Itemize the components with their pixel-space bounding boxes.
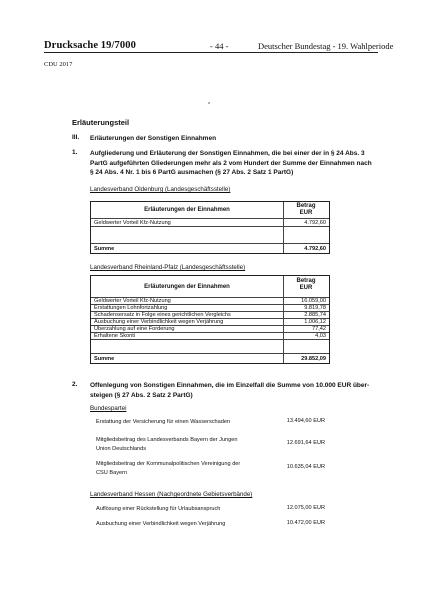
column-header-amount-line2: EUR bbox=[299, 210, 313, 216]
institution-header: Deutscher Bundestag - 19. Wahlperiode bbox=[258, 41, 394, 51]
income-entry-amount: 12.075,00 EUR bbox=[286, 505, 325, 511]
section-title: Erläuterungsteil bbox=[72, 118, 130, 127]
income-entry-amount: 13.494,60 EUR bbox=[286, 418, 325, 424]
entry-line: Auflösung einer Rückstellung für Urlaubsanspruch bbox=[96, 506, 221, 512]
party-label: CDU 2017 bbox=[44, 61, 73, 68]
sum-row bbox=[91, 353, 329, 364]
org-heading: Bundespartei bbox=[90, 405, 127, 412]
row-amount: 16.059,00 bbox=[301, 297, 326, 304]
sum-amount: 4.792,60 bbox=[304, 245, 326, 252]
item-1-heading bbox=[90, 149, 372, 178]
sum-label: Summe bbox=[94, 355, 115, 362]
column-header-amount bbox=[283, 203, 329, 217]
item-number: 1. bbox=[72, 149, 78, 156]
row-label: Geldwerter Vorteil Kfz-Nutzung bbox=[94, 297, 171, 304]
table-spacer-row bbox=[91, 226, 329, 244]
entry-line: Mitgliedsbeitrag der Kommunalpolitischen Vereinigung der bbox=[96, 461, 241, 467]
row-label: Erstattungen Lohnfortzahlung bbox=[94, 304, 168, 311]
sum-row bbox=[91, 243, 329, 254]
item-1-line: PartG aufgeführten Gliederungen mehr als 2 vom Hundert der Summe der Einnahmen nach bbox=[90, 159, 372, 167]
item-2-line: steigen (§ 27 Abs. 2 Satz 2 PartG) bbox=[90, 391, 193, 399]
item-2-heading bbox=[90, 381, 369, 400]
row-amount: 2.885,74 bbox=[304, 311, 326, 318]
income-entry-amount: 10.635,04 EUR bbox=[286, 464, 325, 470]
income-entry-label bbox=[96, 418, 281, 427]
item-1-line: § 24 Abs. 4 Nr. 1 bis 6 PartG ausmachen (§ 27 Abs. 2 Satz 1 PartG) bbox=[90, 169, 294, 176]
row-label: Geldwerter Vorteil Kfz-Nutzung bbox=[94, 220, 171, 226]
income-entry-label bbox=[96, 505, 281, 514]
scan-speck bbox=[208, 102, 210, 104]
income-entry-label bbox=[96, 520, 281, 529]
income-table bbox=[90, 201, 330, 254]
org-heading: Landesverband Oldenburg (Landesgeschäftsstelle) bbox=[90, 186, 231, 193]
entry-line: Erstattung der Versicherung für einen Wasserschaden bbox=[96, 419, 231, 425]
page-number: - 44 - bbox=[210, 41, 229, 51]
entry-line: CSU Bayern bbox=[96, 469, 128, 476]
section-number: III. bbox=[72, 134, 80, 141]
income-entry-label bbox=[96, 436, 281, 453]
column-header-amount-line1: Betrag bbox=[296, 203, 316, 209]
column-header-amount-line2: EUR bbox=[299, 285, 313, 291]
document-number: Drucksache 19/7000 bbox=[44, 40, 136, 51]
table-spacer-row bbox=[91, 339, 329, 354]
column-header-label: Erläuterungen der Einnahmen bbox=[144, 284, 230, 290]
row-label: Überzahlung auf eine Forderung bbox=[94, 325, 175, 332]
row-amount: 9.819,78 bbox=[304, 304, 326, 311]
income-entry-amount: 10.472,00 EUR bbox=[286, 520, 325, 526]
row-amount: 1.006,12 bbox=[304, 318, 326, 325]
item-1-line: Aufgliederung und Erläuterung der Sonstigen Einnahmen, die bei einer der in § 24 Abs. 3 bbox=[90, 150, 365, 157]
row-label: Erhaltene Skonti bbox=[94, 332, 136, 339]
section-heading: Erläuterungen der Sonstigen Einnahmen bbox=[90, 135, 217, 142]
sum-label: Summe bbox=[94, 245, 115, 252]
sum-amount: 29.852,09 bbox=[301, 355, 326, 362]
org-heading: Landesverband Hessen (Nachgeordnete Gebietsverbände) bbox=[90, 491, 253, 498]
entry-line: Ausbuchung einer Verbindlichkeit wegen Verjährung bbox=[96, 521, 226, 527]
column-header-amount-line1: Betrag bbox=[296, 278, 316, 284]
entry-line: Mitgliedsbeitrag des Landesverbands Bayern der Jungen bbox=[96, 437, 238, 443]
org-heading: Landesverband Rheinland-Pfalz (Landesgeschäftsstelle) bbox=[90, 264, 246, 271]
row-amount: 4,03 bbox=[315, 332, 326, 339]
row-label: Ausbuchung einer Verbindlichkeit wegen Verjährung bbox=[94, 318, 224, 325]
entry-line: Union Deutschlands bbox=[96, 445, 147, 452]
row-amount: 77,42 bbox=[312, 325, 326, 332]
column-header-label: Erläuterungen der Einnahmen bbox=[144, 207, 230, 213]
income-table bbox=[90, 275, 330, 364]
header-rule bbox=[44, 52, 378, 53]
row-label: Schadensersatz in Folge eines gerichtlichen Vergleichs bbox=[94, 311, 231, 318]
item-number: 2. bbox=[72, 381, 78, 388]
item-2-line: Offenlegung von Sonstigen Einnahmen, die im Einzelfall die Summe von 10.000 EUR über- bbox=[90, 382, 370, 389]
row-amount: 4.792,60 bbox=[304, 220, 326, 226]
income-entry-amount: 12.691,64 EUR bbox=[286, 440, 325, 446]
income-entry-label bbox=[96, 460, 281, 477]
column-header-amount bbox=[283, 278, 329, 292]
